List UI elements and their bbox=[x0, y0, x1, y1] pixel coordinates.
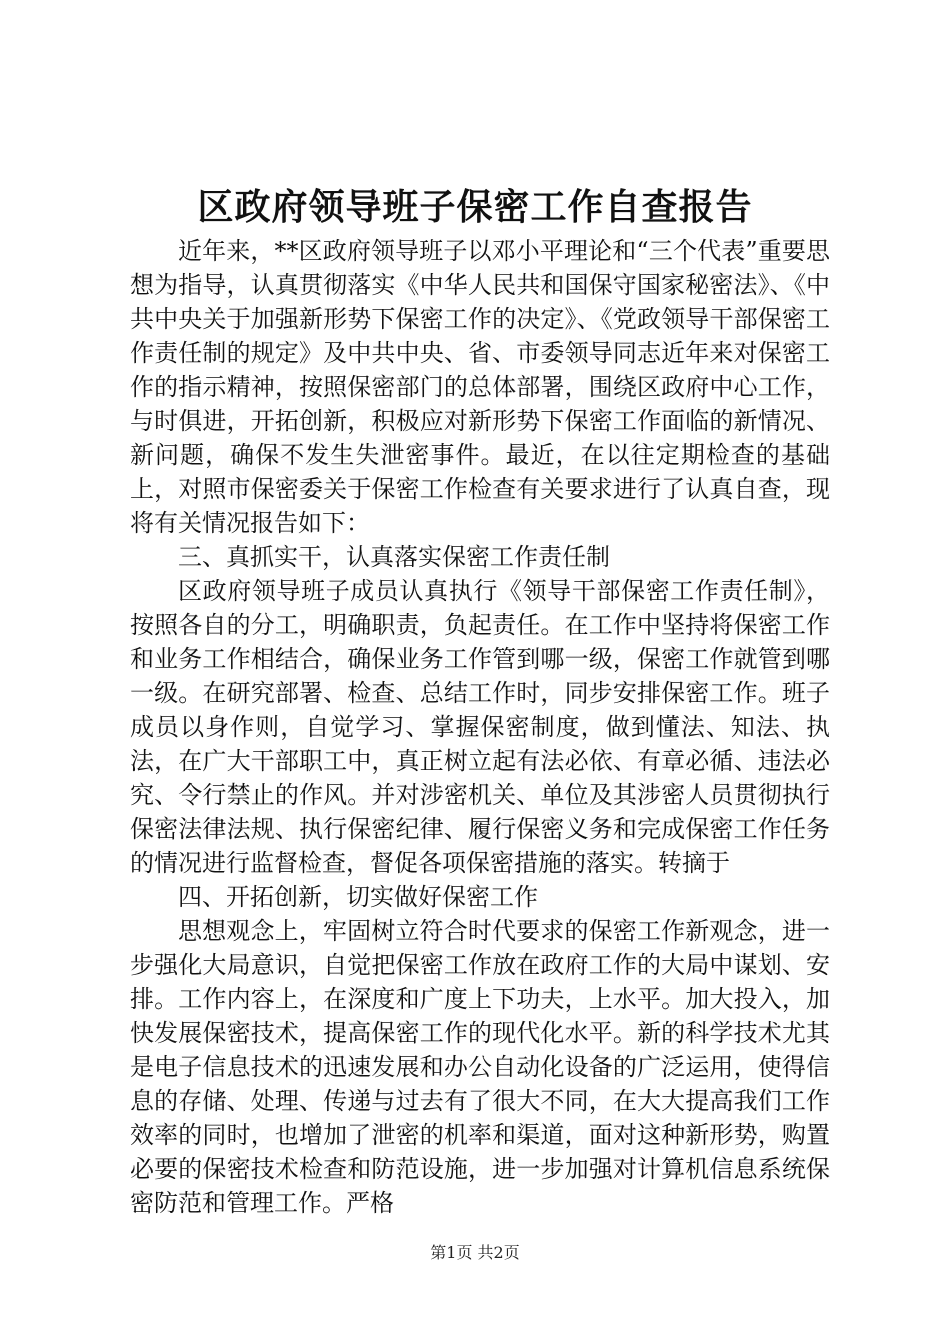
page-footer: 第1页 共2页 bbox=[430, 1243, 520, 1262]
section-4-paragraph: 思想观念上，牢固树立符合时代要求的保密工作新观念，进一步强化大局意识，自觉把保密工作放在政府工作的大局中谋划、安排。工作内容上，在深度和广度上下功夫，上水平。加大投入，加快发展保密技术，提高保密工作的现代化水平。新的科学技术尤其是电子信息技术的迅速发展和办公自动化设备的广泛运用，使得信息的存储、处理、传递与过去有了很大不同，在大大提高我们工作效率的同时，也增加了泄密的机率和渠道，面对这种新形势，购置必要的保密技术检查和防范设施，进一步加强对计算机信息系统保密防范和管理工作。严格 bbox=[130, 917, 830, 1217]
section-3-paragraph: 区政府领导班子成员认真执行《领导干部保密工作责任制》，按照各自的分工，明确职责，负起责任。在工作中坚持将保密工作和业务工作相结合，确保业务工作管到哪一级，保密工作就管到哪一级。在研究部署、检查、总结工作时，同步安排保密工作。班子成员以身作则，自觉学习、掌握保密制度，做到懂法、知法、执法，在广大干部职工中，真正树立起有法必依、有章必循、违法必究、令行禁止的作风。并对涉密机关、单位及其涉密人员贯彻执行保密法律法规、执行保密纪律、履行保密义务和完成保密工作任务的情况进行监督检查，督促各项保密措施的落实。转摘于 bbox=[130, 577, 830, 877]
document-body bbox=[130, 234, 830, 1220]
section-heading-3: 三、真抓实干，认真落实保密工作责任制 bbox=[178, 543, 610, 571]
section-heading-4: 四、开拓创新，切实做好保密工作 bbox=[178, 883, 538, 911]
document-title: 区政府领导班子保密工作自查报告 bbox=[197, 186, 753, 228]
intro-paragraph: 近年来，**区政府领导班子以邓小平理论和“三个代表”重要思想为指导，认真贯彻落实《中华人民共和国保守国家秘密法》、《中共中央关于加强新形势下保密工作的决定》、《党政领导干部保密工作责任制的规定》及中共中央、省、市委领导同志近年来对保密工作的指示精神，按照保密部门的总体部署，围绕区政府中心工作，与时俱进，开拓创新，积极应对新形势下保密工作面临的新情况、新问题，确保不发生失泄密事件。最近，在以往定期检查的基础上，对照市保密委关于保密工作检查有关要求进行了认真自查，现将有关情况报告如下： bbox=[130, 237, 830, 537]
